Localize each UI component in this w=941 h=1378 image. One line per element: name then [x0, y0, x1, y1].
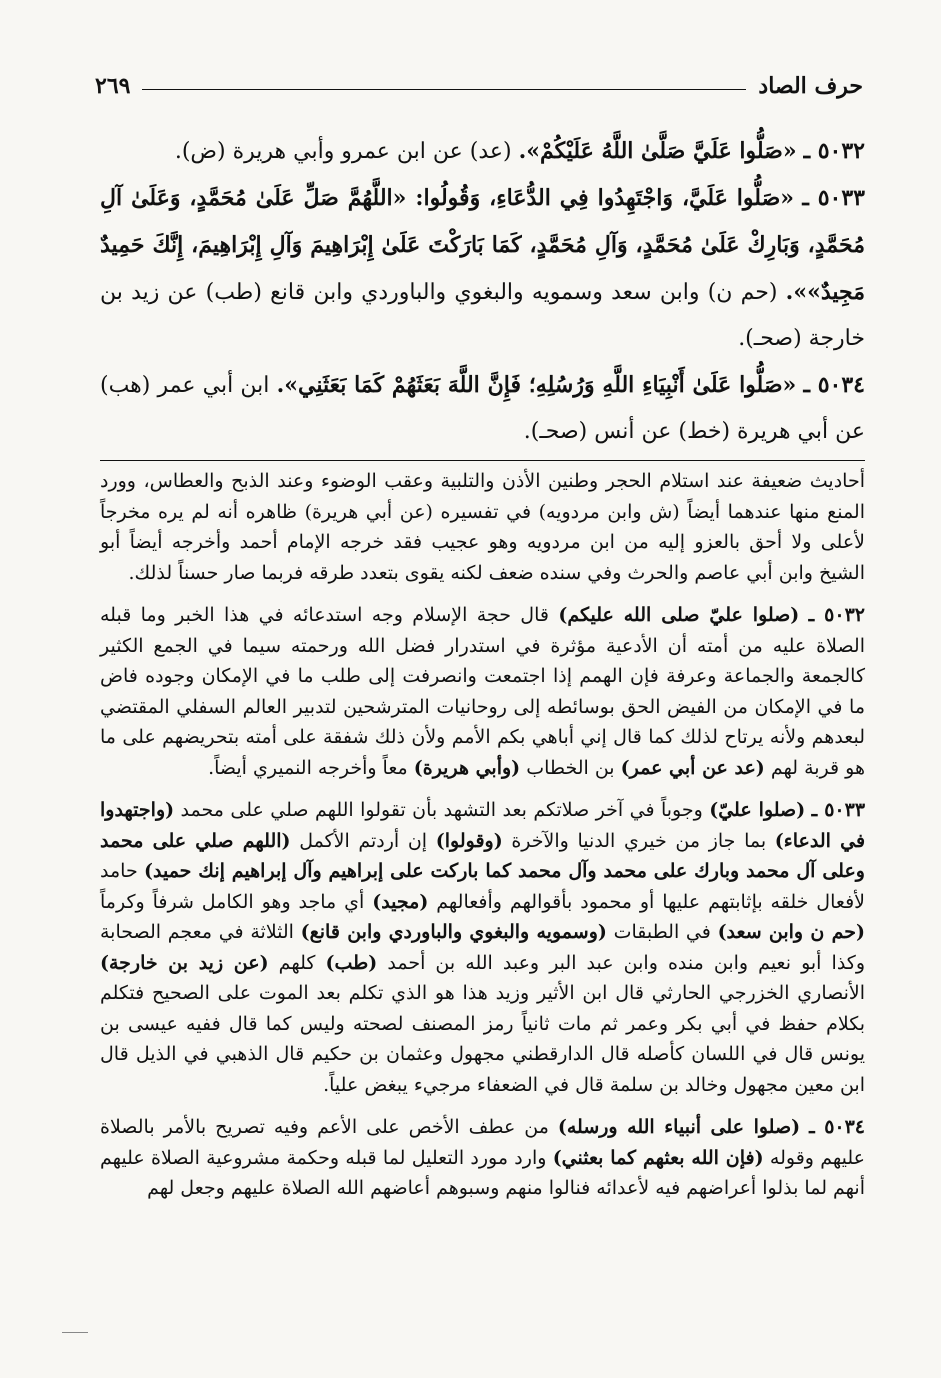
commentary-quote: (اللهم صلي على محمد وعلى آل محمد وبارك على محمد وآل محمد كما باركت على إبراهيم وآل إبراهيم إنك حميد) [100, 829, 865, 882]
hadith-5032 [100, 128, 865, 175]
chapter-title: حرف الصاد [758, 73, 863, 99]
commentary-source: (عد عن أبي عمر) [620, 756, 765, 779]
commentary-source: (وسمويه والبغوي والباوردي وابن قانع) [300, 921, 607, 943]
commentary-text: حامد لأفعال خلقه بإثابتهم عليها أو محمود بأقوالهم وأفعالهم [100, 860, 865, 913]
commentary-source: (عن زيد بن خارجة) [100, 951, 269, 974]
hadith-source: ابن أبي عمر (هب) عن أبي هريرة (خط) عن أنس (صحـ). [100, 373, 865, 444]
header-rule [142, 89, 746, 90]
commentary-number: ٥٠٣٢ ـ [808, 604, 865, 626]
hadith-source: (عد) عن ابن عمرو وأبي هريرة (ض). [174, 139, 512, 164]
page-number: ٢٦٩ [95, 73, 131, 99]
commentary-text: وجوباً في آخر صلاتكم بعد التشهد بأن تقولوا اللهم صلي على محمد [180, 799, 703, 821]
hadith-5033 [100, 175, 865, 362]
commentary-text: من عطف الأخص على الأعم وفيه تصريح بالأمر بالصلاة عليهم وقوله [100, 1116, 865, 1169]
commentary-text: في الطبقات [613, 921, 711, 943]
hadith-matn: «صَلُّوا عَلَيَّ صَلَّىٰ اللَّهُ عَلَيْكُمْ». [518, 138, 797, 164]
commentary-text: بما جاز من خيري الدنيا والآخرة [511, 829, 767, 852]
margin-mark [62, 1332, 88, 1333]
commentary-text: كلهم [278, 951, 316, 974]
commentary-lead: (صلوا عليّ صلى الله عليكم) [558, 604, 800, 626]
commentary-source: (طب) [325, 951, 378, 974]
commentary-text: وارد مورد التعليل لما قبله وحكمة مشروعية الصلاة عليهم أنهم لما بذلوا أعراضهم فيه لأعدائه فنالوا منهم وسبوهم أعاضهم الله الصلاة عليهم وجعل لهم [100, 1146, 865, 1199]
commentary-intro: أحاديث ضعيفة عند استلام الحجر وطنين الأذن والتلبية وعقب الوضوء وعند الذبح والعطاس، وورد المنع منها عندهما أيضاً (ش وابن مردويه) في تفسيره (عن أبي هريرة) ظاهره أنه لم يره مخرجاً لأعلى ولا أحق بالعزو إليه من ابن مردويه وهو عجيب فقد خرجه الإمام أحمد وأخرجه أيضاً أبو الشيخ وابن أبي عاصم والحرث وفي سنده ضعف لكنه يقوى بتعدد طرقه فربما صار حسناً لذلك. [100, 470, 865, 584]
commentary-lead: (صلوا على أنبياء الله ورسله) [557, 1116, 801, 1138]
hadith-number: ٥٠٣٢ ـ [803, 138, 865, 164]
commentary-lead: (صلوا عليّ) [709, 799, 806, 821]
commentary-quote: (واجتهدوا في الدعاء) [100, 799, 866, 852]
hadith-matn: «صَلُّوا عَلَيَّ، وَاجْتَهِدُوا فِي الدُّعَاءِ، وَقُولُوا: «اللَّهُمَّ صَلِّ عَلَىٰ مُحَمَّدٍ، وَعَلَىٰ آلِ مُحَمَّدٍ، وَبَارِكْ عَلَىٰ مُحَمَّدٍ، وَآلِ مُحَمَّدٍ، كَمَا بَارَكْتَ عَلَىٰ إِبْرَاهِيمَ وَآلِ إِبْرَاهِيمَ، إِنَّكَ حَمِيدٌ مَجِيدٌ»». [100, 185, 865, 305]
hadith-number: ٥٠٣٤ ـ [803, 372, 865, 398]
commentary-text: أي ماجد وهو الكامل شرفاً وكرماً [100, 890, 365, 913]
commentary-number: ٥٠٣٤ ـ [809, 1116, 866, 1138]
commentary-text: قال حجة الإسلام وجه استدعائه في هذا الخبر وما قبله الصلاة عليه من أمته أن الأدعية مؤثرة في استدرار فضل الله ورحمته سيما في الجمع الكثير كالجمعة والجماعة وعرفة فإن الهمم إذا اجتمعت وانصرفت إلى طلب ما في الإمكان وجوده فاض ما في الإمكان من الفيض الحق بوسائطه إلى روحانيات المترشحين لتدبير العالم السفلي المقتضي لبعدهم ولأنه يرتاح لذلك كما قال إني أباهي بكم الأمم ولأن ذلك شفقة على أمته بتحريضهم على ما هو قربة لهم [100, 604, 865, 779]
commentary-source: (حم ن وابن سعد) [717, 921, 865, 943]
page-header [95, 66, 863, 106]
commentary-text: بن الخطاب [526, 756, 615, 779]
hadith-number: ٥٠٣٣ ـ [802, 185, 865, 211]
commentary-text: الثلاثة في معجم الصحابة وكذا أبو نعيم وابن منده وابن عبد البر وعبد الله بن أحمد [100, 921, 866, 974]
hadith-source: (حم ن) وابن سعد وسمويه والبغوي والباوردي وابن قانع (طب) عن زيد بن خارجة (صحـ). [100, 280, 865, 351]
commentary-5032 [100, 600, 865, 783]
commentary-5033 [100, 795, 865, 1100]
commentary-number: ٥٠٣٣ ـ [811, 799, 866, 821]
commentary-text: الأنصاري الخزرجي الحارثي قال ابن الأثير وزيد هذا هو الذي تكلم بعد الموت على الصحيح فتكلم بكلام حفظ في أبي بكر وعمر ثم مات ثانياً رمز المصنف لصحته وليس كما قال ففيه عيسى بن يونس قال في اللسان كأصله قال الدارقطني مجهول وعثمان بن حكيم قال الذهبي في الذيل قال ابن معين مجهول وخالد بن سلمة قال في الضعفاء مرجيء يبغض علياً. [100, 982, 865, 1096]
commentary-quote: (وقولوا) [435, 829, 503, 852]
commentary-quote: (فإن الله بعثهم كما بعثني) [552, 1146, 764, 1169]
hadith-matn: «صَلُّوا عَلَىٰ أَنْبِيَاءِ اللَّهِ وَرُسُلِهِ؛ فَإِنَّ اللَّهَ بَعَثَهُمْ كَمَا بَعَثَنِي». [276, 372, 797, 398]
hadith-5034 [100, 362, 865, 455]
commentary-5034 [100, 1112, 865, 1204]
commentary-source: (وأبي هريرة) [413, 756, 521, 779]
commentary-quote: (مجيد) [372, 890, 429, 913]
commentary-text: إن أردتم الأكمل [299, 829, 428, 852]
commentary-text: معاً وأخرجه النميري أيضاً. [208, 756, 408, 779]
footnote-separator [100, 460, 865, 461]
hadith-text-block [100, 128, 865, 455]
commentary-block [100, 466, 865, 1204]
